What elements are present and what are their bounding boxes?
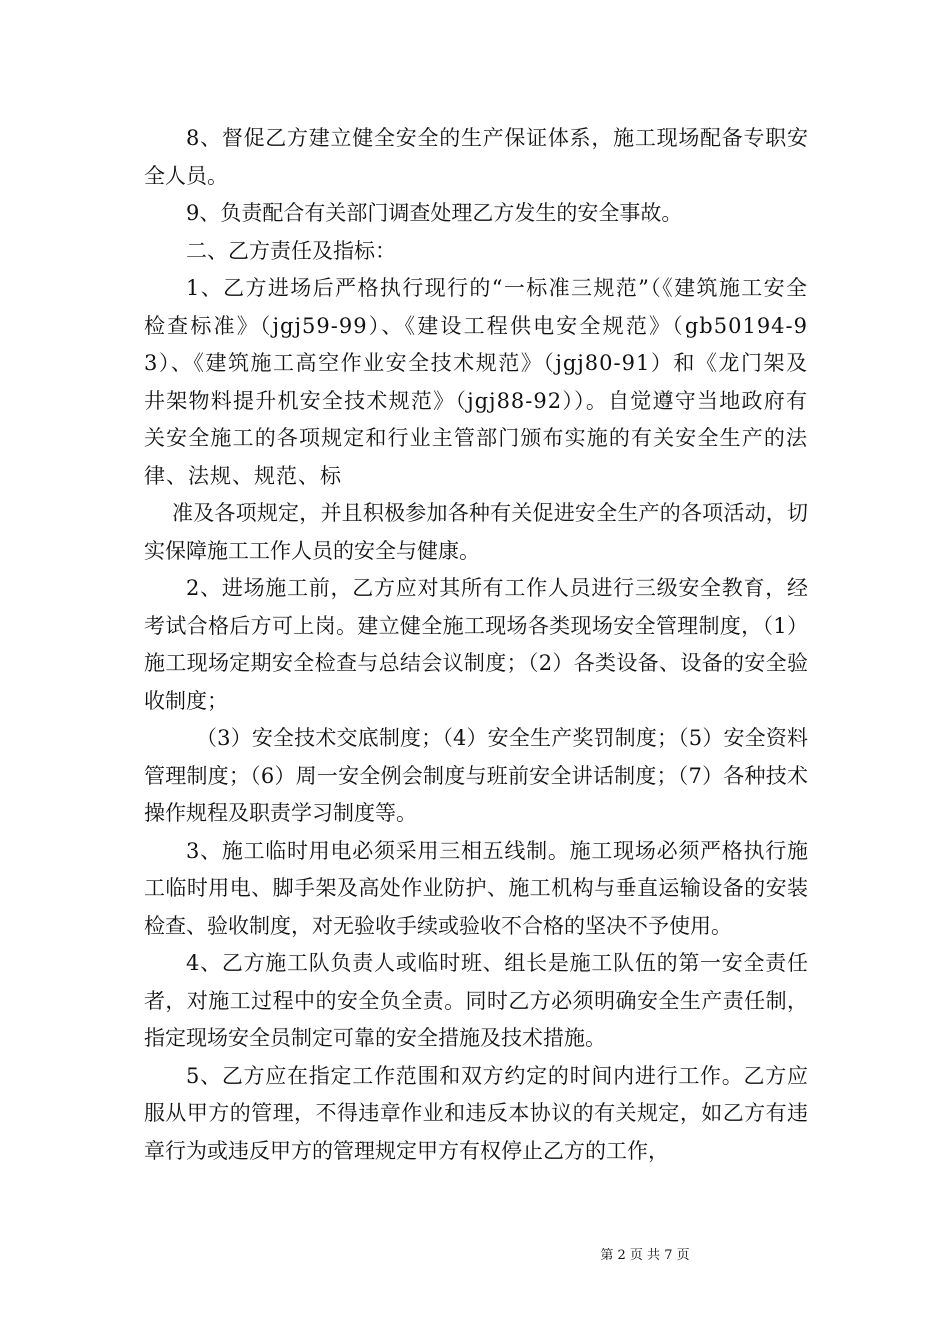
paragraph-clause-4: 4、乙方施工队负责人或临时班、组长是施工队伍的第一安全责任者，对施工过程中的安全负全责。同时乙方必须明确安全生产责任制，指定现场安全员制定可靠的安全措施及技术措施。 [144,951,808,1050]
paragraph-item-9: 9、负责配合有关部门调查处理乙方发生的安全事故。 [186,201,683,225]
paragraph-clause-1-continued: 准及各项规定，并且积极参加各种有关促进安全生产的各项活动，切实保障施工工作人员的安全与健康。 [144,501,808,563]
section-heading-party-b: 二、乙方责任及指标： [186,238,396,263]
paragraph-clause-2: 2、进场施工前，乙方应对其所有工作人员进行三级安全教育，经考试合格后方可上岗。建立健全施工现场各类现场安全管理制度，（1）施工现场定期安全检查与总结会议制度；（2）各类设备、设备的安全验收制度； [144,576,808,713]
document-body [144,120,808,1220]
paragraph-item-8: 8、督促乙方建立健全安全的生产保证体系，施工现场配备专职安全人员。 [144,126,808,188]
paragraph-clause-5: 5、乙方应在指定工作范围和双方约定的时间内进行工作。乙方应服从甲方的管理，不得违章作业和违反本协议的有关规定，如乙方有违章行为或违反甲方的管理规定甲方有权停止乙方的工作， [144,1063,808,1163]
paragraph-clause-2-continued: （3）安全技术交底制度；（4）安全生产奖罚制度；（5）安全资料管理制度；（6）周一安全例会制度与班前安全讲话制度；（7）各种技术操作规程及职责学习制度等。 [144,726,808,825]
page-number-footer: 第 2 页 共 7 页 [600,1248,690,1263]
paragraph-clause-3: 3、施工临时用电必须采用三相五线制。施工现场必须严格执行施工临时用电、脚手架及高处作业防护、施工机构与垂直运输设备的安装检查、验收制度，对无验收手续或验收不合格的坚决不予使用。 [144,838,808,938]
paragraph-clause-1: 1、乙方进场后严格执行现行的“一标准三规范”（《建筑施工安全检查标准》（jgj59-99）、《建设工程供电安全规范》（gb50194-93）、《建筑施工高空作业安全技术规范》（jgj80-91）和《龙门架及井架物料提升机安全技术规范》（jgj88-92））。自觉遵守当地政府有关安全施工的各项规定和行业主管部门颁布实施的有关安全生产的法律、法规、规范、标 [144,276,808,488]
